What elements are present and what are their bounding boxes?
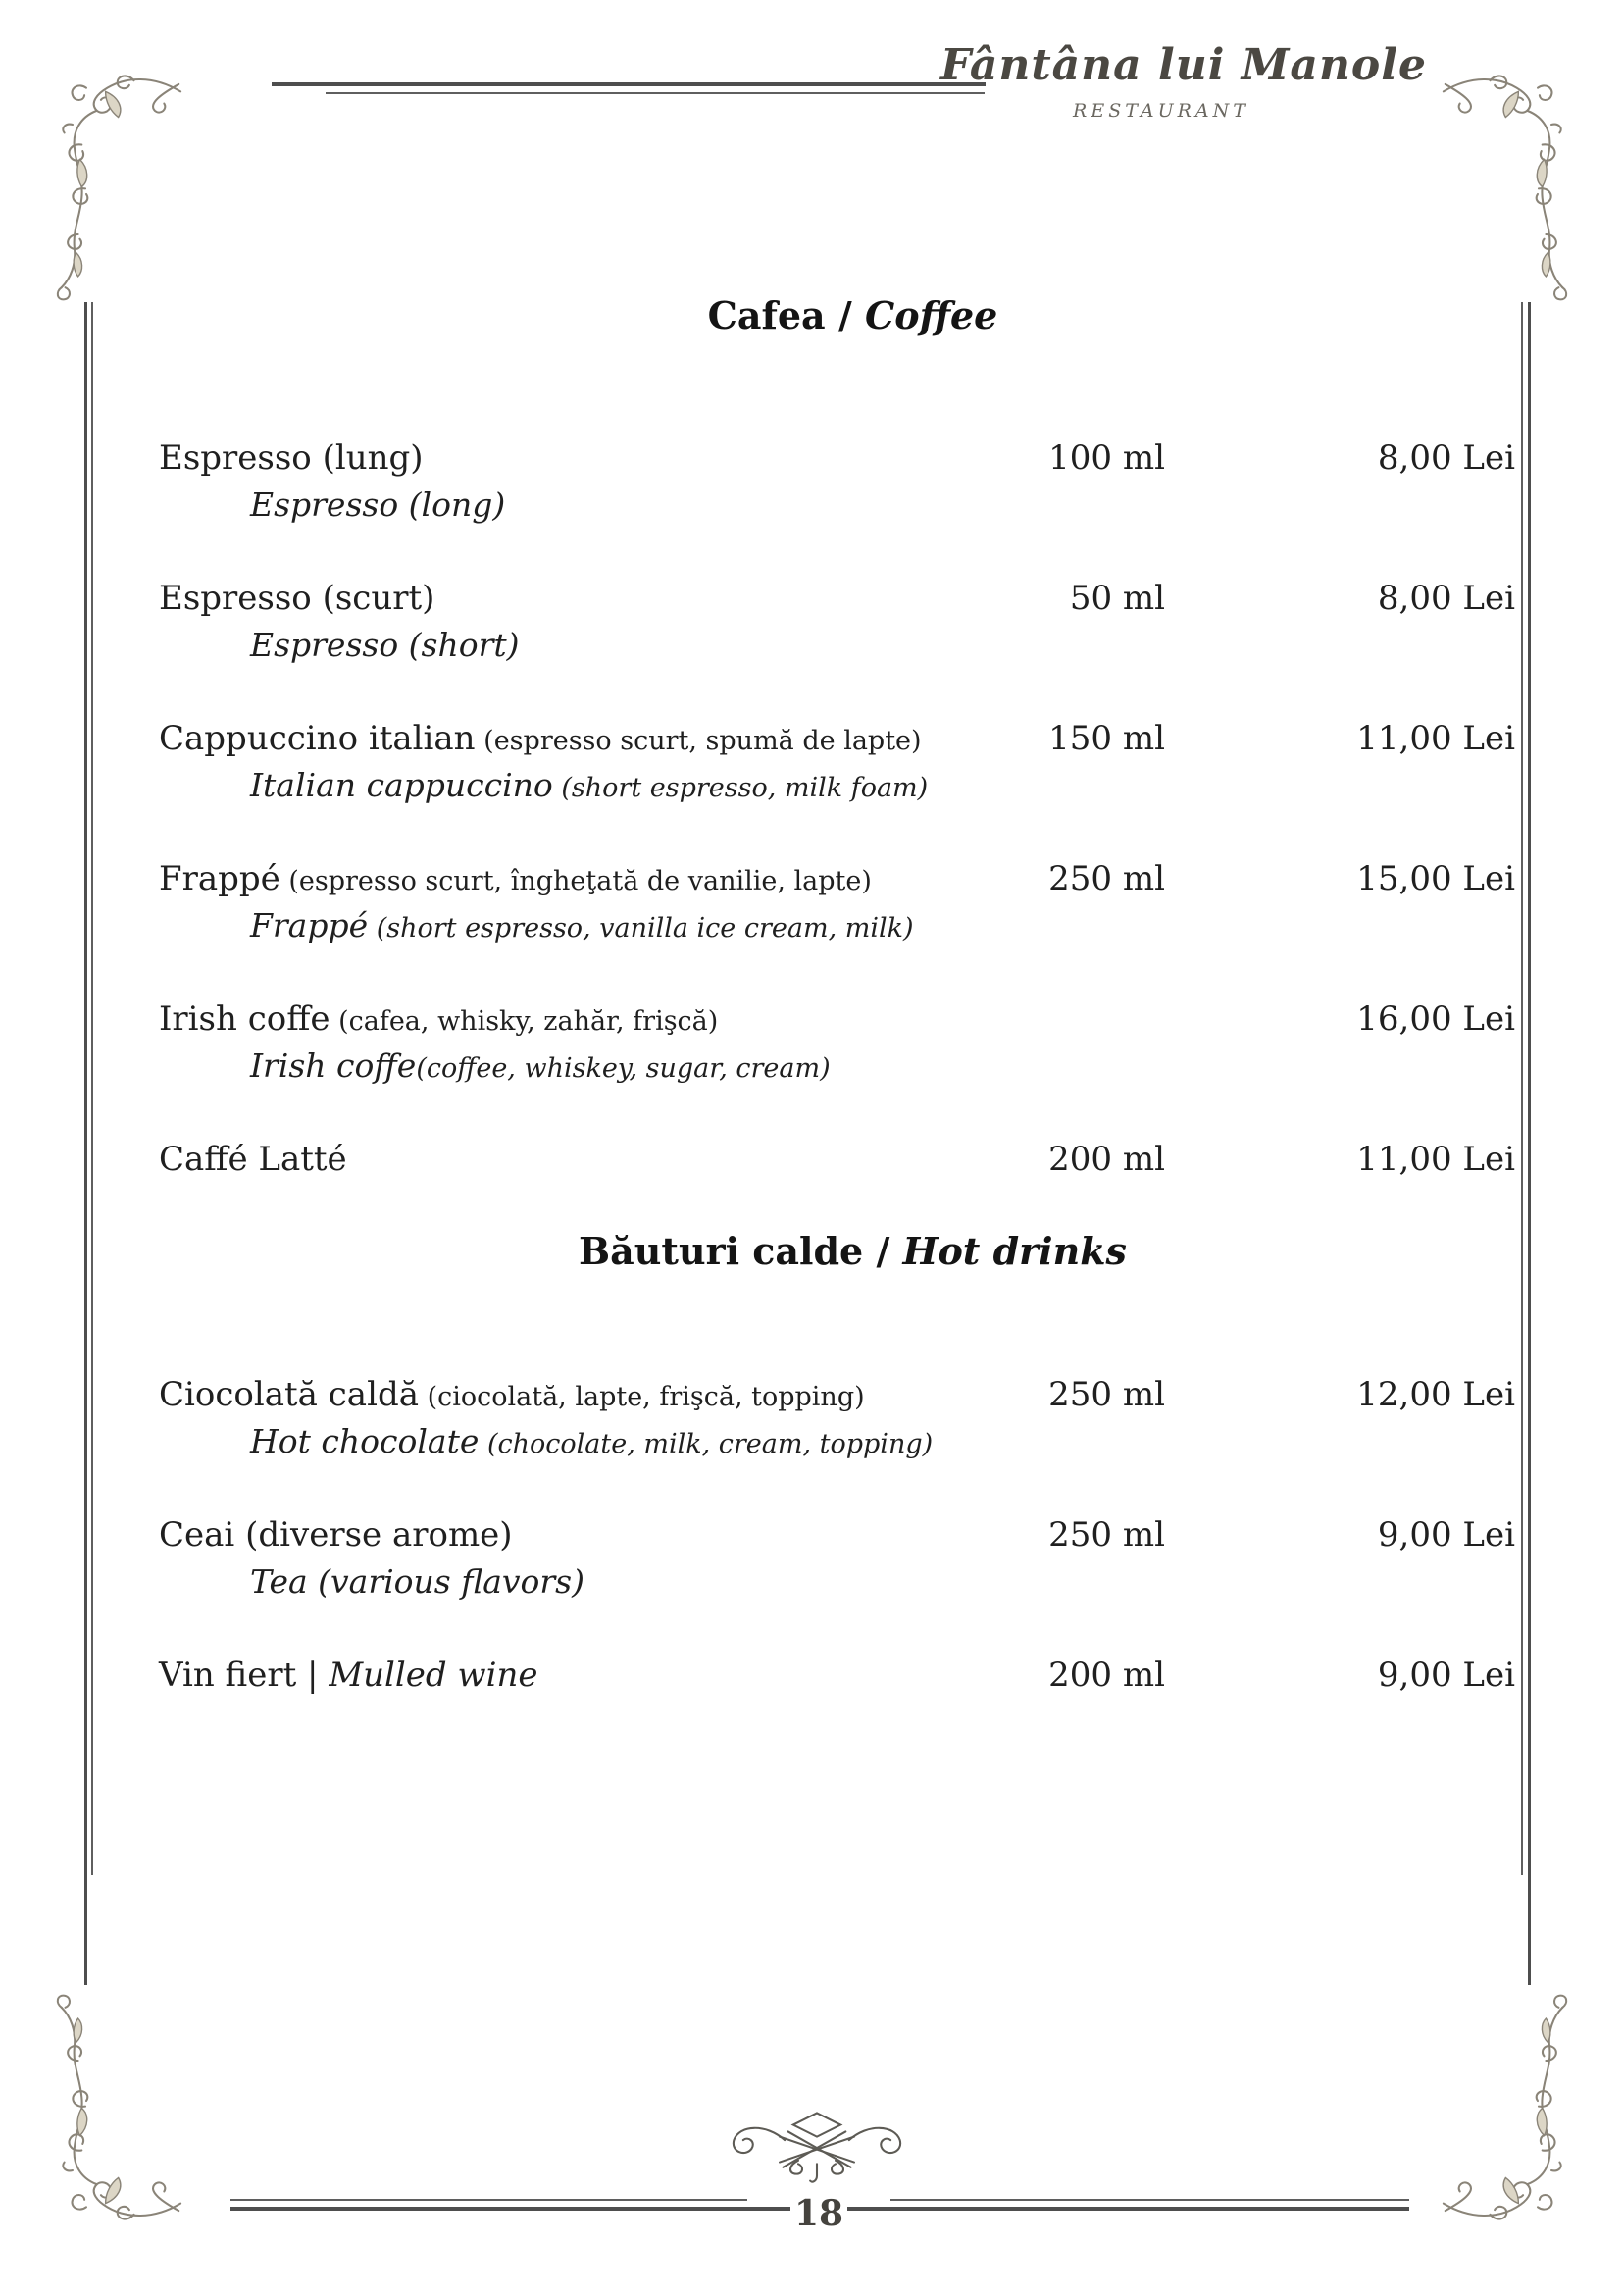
menu-item-price: 8,00 Lei bbox=[1377, 438, 1515, 478]
menu-item-row bbox=[159, 1372, 1515, 1466]
menu-item-name-line bbox=[159, 1372, 1515, 1420]
menu-item-translation-line bbox=[159, 484, 1515, 530]
menu-item-row bbox=[159, 435, 1515, 530]
menu-item-translation-line bbox=[159, 764, 1515, 810]
menu-item-translation-ingredients: (short espresso, milk foam) bbox=[552, 773, 929, 803]
restaurant-logo: Fântâna lui Manole bbox=[940, 40, 1427, 90]
menu-item-translation-line bbox=[159, 1560, 1515, 1606]
menu-item-name-line bbox=[159, 856, 1515, 904]
section-title-english: Coffee bbox=[864, 293, 998, 337]
menu-item-name: Ceai (diverse arome) bbox=[159, 1515, 513, 1555]
menu-item-volume: 250 ml bbox=[1048, 1515, 1165, 1555]
menu-item-name: Espresso (scurt) bbox=[159, 579, 435, 618]
menu-item-translation-line bbox=[159, 1045, 1515, 1091]
menu-item-row bbox=[159, 716, 1515, 810]
section-title-hot-drinks bbox=[159, 1230, 1531, 1273]
footer-rule-thin-left bbox=[230, 2199, 747, 2201]
menu-item-translation-ingredients: (chocolate, milk, cream, topping) bbox=[479, 1429, 934, 1459]
menu-item-name-line bbox=[159, 1512, 1515, 1560]
menu-item-name: Ciocolată caldă bbox=[159, 1375, 419, 1414]
menu-item-row bbox=[159, 1512, 1515, 1606]
menu-item-translation: Tea (various flavors) bbox=[250, 1562, 584, 1601]
section-items-hot-drinks bbox=[159, 1372, 1515, 1747]
menu-item-name-line bbox=[159, 716, 1515, 764]
menu-item-volume: 100 ml bbox=[1048, 438, 1165, 478]
menu-item-name-line bbox=[159, 576, 1515, 624]
corner-flourish-top-left-icon bbox=[45, 57, 182, 302]
menu-item-name: Cappuccino italian bbox=[159, 719, 476, 758]
menu-item-name: Espresso (lung) bbox=[159, 438, 424, 478]
menu-item-price: 9,00 Lei bbox=[1377, 1656, 1515, 1695]
menu-item-translation-line bbox=[159, 904, 1515, 950]
page-number: 18 bbox=[793, 2193, 844, 2234]
menu-item-translation: Espresso (short) bbox=[250, 626, 520, 664]
menu-item-name-line bbox=[159, 1653, 1515, 1701]
menu-item-row bbox=[159, 1137, 1515, 1185]
section-title-romanian: Băuturi calde / bbox=[579, 1229, 903, 1273]
header-rule-thick bbox=[272, 82, 986, 86]
header-rule-thin bbox=[326, 92, 985, 94]
menu-item-price: 11,00 Lei bbox=[1356, 719, 1515, 758]
menu-item-price: 11,00 Lei bbox=[1356, 1140, 1515, 1179]
restaurant-logo-subtitle: RESTAURANT bbox=[1073, 100, 1249, 122]
menu-item-ingredients: (ciocolată, lapte, frişcă, topping) bbox=[418, 1382, 865, 1412]
menu-item-volume: 200 ml bbox=[1048, 1656, 1165, 1695]
corner-flourish-top-right-icon bbox=[1442, 57, 1579, 302]
menu-item-volume: 250 ml bbox=[1048, 859, 1165, 898]
right-border-thick bbox=[1528, 302, 1531, 1985]
menu-item-row bbox=[159, 856, 1515, 950]
menu-item-translation-ingredients: (short espresso, vanilla ice cream, milk) bbox=[368, 913, 914, 943]
menu-item-name-line bbox=[159, 1137, 1515, 1185]
menu-item-name: Caffé Latté bbox=[159, 1140, 347, 1179]
section-title-english: Hot drinks bbox=[902, 1229, 1127, 1273]
menu-item-translation-ingredients: (coffee, whiskey, sugar, cream) bbox=[416, 1053, 831, 1084]
menu-item-price: 8,00 Lei bbox=[1377, 579, 1515, 618]
menu-item-ingredients: (espresso scurt, spumă de lapte) bbox=[475, 726, 922, 756]
menu-item-name: Frappé bbox=[159, 859, 280, 898]
menu-item-name-line bbox=[159, 435, 1515, 484]
menu-item-row bbox=[159, 996, 1515, 1091]
footer-rule-thick-right bbox=[847, 2207, 1409, 2211]
menu-item-translation-line bbox=[159, 1420, 1515, 1466]
menu-item-row bbox=[159, 576, 1515, 670]
footer-rule-thick-left bbox=[230, 2207, 790, 2211]
menu-item-translation: Frappé bbox=[250, 906, 369, 944]
menu-item-price: 15,00 Lei bbox=[1356, 859, 1515, 898]
left-border-thick bbox=[84, 302, 87, 1985]
menu-item-volume: 50 ml bbox=[1069, 579, 1165, 618]
menu-item-price: 9,00 Lei bbox=[1377, 1515, 1515, 1555]
menu-item-volume: 250 ml bbox=[1048, 1375, 1165, 1414]
menu-item-volume: 200 ml bbox=[1048, 1140, 1165, 1179]
footer-rule-thin-right bbox=[890, 2199, 1409, 2201]
menu-item-ingredients: (cafea, whisky, zahăr, frişcă) bbox=[330, 1006, 719, 1037]
menu-item-price: 12,00 Lei bbox=[1356, 1375, 1515, 1414]
footer-flourish-icon bbox=[724, 2105, 910, 2189]
menu-item-translation: Hot chocolate bbox=[250, 1422, 480, 1460]
corner-flourish-bottom-right-icon bbox=[1442, 1993, 1579, 2238]
menu-item-name-english: Mulled wine bbox=[329, 1656, 538, 1695]
menu-item-row bbox=[159, 1653, 1515, 1701]
menu-item-translation-line bbox=[159, 624, 1515, 670]
menu-item-price: 16,00 Lei bbox=[1356, 999, 1515, 1039]
menu-item-volume: 150 ml bbox=[1048, 719, 1165, 758]
menu-item-translation: Espresso (long) bbox=[250, 485, 506, 524]
right-border-thin bbox=[1521, 302, 1523, 1875]
section-title-romanian: Cafea / bbox=[707, 293, 865, 337]
menu-item-ingredients: (espresso scurt, îngheţată de vanilie, lapte) bbox=[279, 866, 872, 896]
menu-item-name: Vin fiert | bbox=[159, 1656, 330, 1695]
menu-item-translation: Irish coffe bbox=[250, 1046, 417, 1085]
section-items-coffee bbox=[159, 435, 1515, 1231]
left-border-thin bbox=[91, 302, 93, 1875]
corner-flourish-bottom-left-icon bbox=[45, 1993, 182, 2238]
menu-item-translation: Italian cappuccino bbox=[250, 766, 553, 804]
menu-item-name-line bbox=[159, 996, 1515, 1045]
menu-item-name: Irish coffe bbox=[159, 999, 330, 1039]
section-title-coffee bbox=[159, 294, 1531, 337]
